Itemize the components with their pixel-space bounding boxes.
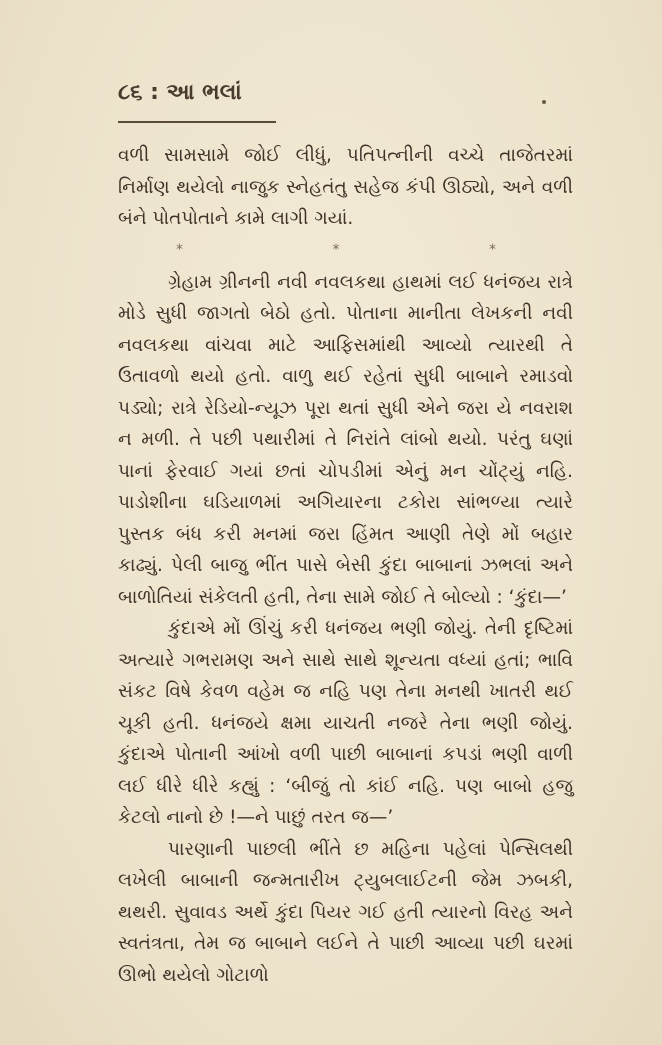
print-speck: [542, 100, 546, 104]
section-break-star: *: [489, 241, 496, 258]
paragraph-1: વળી સામસામે જોઈ લીધું, પતિપત્નીની વચ્ચે તાજેતરમાં નિર્માણ થયેલો નાજુક સ્નેહતંતુ સહેજ કંપી ઊઠ્યો, અને વળી બંને પોતપોતાને કામે લાગી ગયાં.: [118, 145, 573, 229]
body-text: [118, 140, 573, 991]
paragraph-3: કુંદાએ મોં ઊંચું કરી ધનંજય ભણી જોયું. તેની દૃષ્ટિમાં અત્યારે ગભરામણ અને સાથે સાથે શૂન્યતા વધ્યાં હતાં; ભાવિ સંકટ વિષે કેવળ વહેમ જ નહિ પણ તેના મનથી ખાતરી થઈ ચૂકી હતી. ધનંજયે ક્ષમા યાચતી નજરે તેના ભણી જોયું. કુંદાએ પોતાની આંખો વળી પાછી બાબાનાં કપડાં ભણી વાળી લઈ ધીરે ધીરે કહ્યું : ‘બીજું તો કાંઈ નહિ. પણ બાબો હજુ કેટલો નાનો છે !—ને પાછું તરત જ—’: [118, 618, 573, 828]
section-break: [176, 239, 496, 261]
section-break-star: *: [176, 241, 183, 258]
paragraph-2: ગ્રેહામ ગ્રીનની નવી નવલકથા હાથમાં લઈ ધનંજય રાત્રે મોડે સુધી જાગતો બેઠો હતો. પોતાના માનીતા લેખકની નવી નવલકથા વાંચવા માટે આફિસમાંથી આવ્યો ત્યારથી તે ઉતાવળો થયો હતો. વાળુ થઈ રહેતાં સુધી બાબાને રમાડવો પડ્યો; રાત્રે રેડિયો-ન્યૂઝ પૂરા થતાં સુધી એને જરા યે નવરાશ ન મળી. તે પછી પથારીમાં તે નિરાંતે લાંબો થયો. પરંતુ ઘણાં પાનાં ફેરવાઈ ગયાં છતાં ચોપડીમાં એનું મન ચોંટ્યું નહિ. પાડોશીના ઘડિયાળમાં અગિયારના ટકોરા સાંભળ્યા ત્યારે પુસ્તક બંધ કરી મનમાં જરા હિંમત આણી તેણે મોં બહાર કાઢ્યું. પેલી બાજુ ભીંત પાસે બેસી કુંદા બાબાનાં ઝભલાં અને બાળોતિયાં સંકેલતી હતી, તેના સામે જોઈ તે બોલ્યો : ‘કુંદા—’: [118, 271, 573, 608]
paragraph-4: પારણાની પાછલી ભીંતે છ મહિના પહેલાં પેન્સિલથી લખેલી બાબાની જન્મતારીખ ટ્યુબલાઈટની જેમ ઝબકી, થથરી. સુવાવડ અર્થે કુંદા પિયર ગઈ હતી ત્યારનો વિરહ અને સ્વતંત્રતા, તેમ જ બાબાને લઈને તે પાછી આવ્યા પછી ઘરમાં ઊભો થયેલો ગોટાળો: [118, 838, 573, 986]
page-header: ૮૬ : આ ભલાં: [118, 80, 242, 105]
section-break-star: *: [332, 241, 340, 258]
header-underline: [118, 121, 276, 123]
